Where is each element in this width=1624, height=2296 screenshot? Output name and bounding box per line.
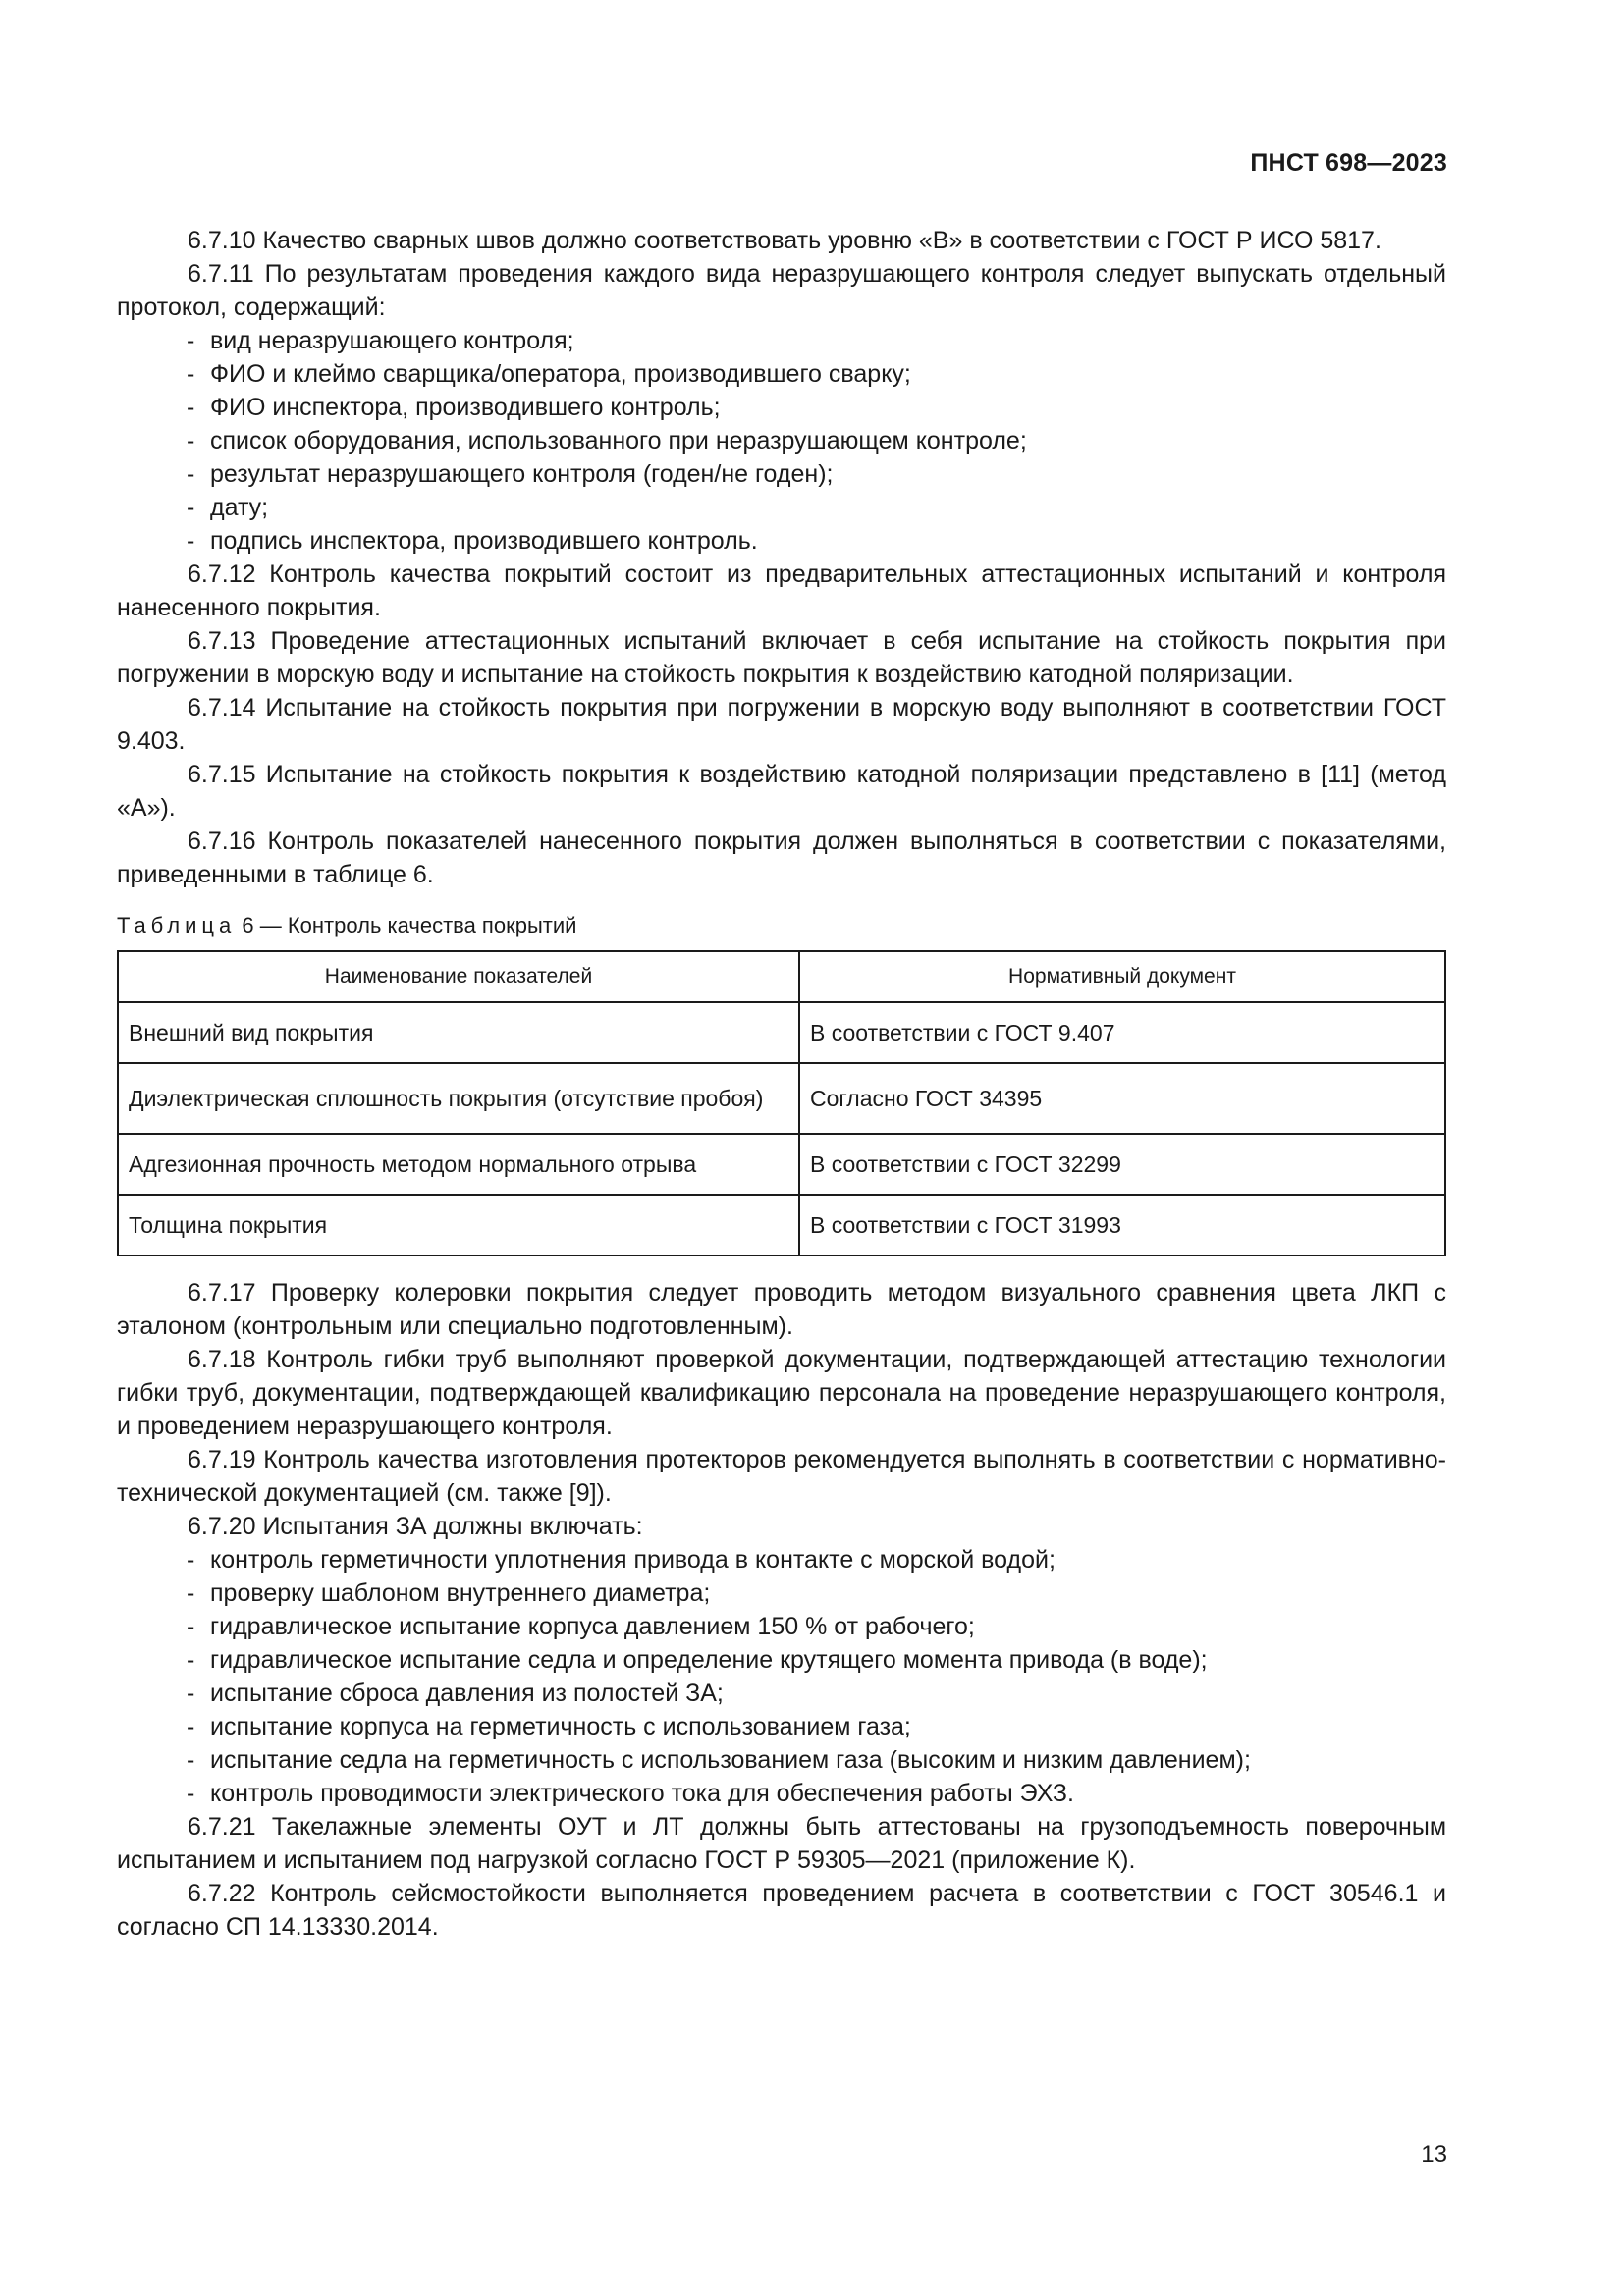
list-item: - дату; <box>117 491 1446 524</box>
list-item: - гидравлическое испытание корпуса давлением 150 % от рабочего; <box>117 1610 1446 1643</box>
clause-6-7-11: 6.7.11 По результатам проведения каждого вида неразрушающего контроля следует выпускать отдельный протокол, содержащий: <box>117 260 1446 321</box>
clause-6-7-19: 6.7.19 Контроль качества изготовления протекторов рекомендуется выполнять в соответствии с нормативно-технической документацией (см. также [9]). <box>117 1446 1446 1507</box>
list-item: - проверку шаблоном внутреннего диаметра; <box>117 1576 1446 1610</box>
valve-tests-list <box>117 1543 1446 1810</box>
table-cell: Адгезионная прочность методом нормального отрыва <box>118 1134 799 1195</box>
table-row <box>118 1195 1445 1255</box>
protocol-contents-list <box>117 324 1446 558</box>
document-id-header: ПНСТ 698—2023 <box>1250 149 1447 177</box>
list-item: - испытание сброса давления из полостей ЗА; <box>117 1677 1446 1710</box>
list-item: - контроль проводимости электрического тока для обеспечения работы ЭХЗ. <box>117 1777 1446 1810</box>
clause-6-7-20: 6.7.20 Испытания ЗА должны включать: <box>188 1513 643 1540</box>
clause-6-7-16: 6.7.16 Контроль показателей нанесенного покрытия должен выполняться в соответствии с показателями, приведенными в таблице 6. <box>117 828 1446 888</box>
table-header-row <box>118 951 1445 1002</box>
document-body <box>117 224 1446 1944</box>
clause-6-7-18: 6.7.18 Контроль гибки труб выполняют проверкой документации, подтверждающей аттестацию технологии гибки труб, документации, подтверждающей квалификацию персонала на проведение неразрушающего контроля, и проведением неразрушающего контроля. <box>117 1346 1446 1440</box>
clause-6-7-13: 6.7.13 Проведение аттестационных испытаний включает в себя испытание на стойкость покрытия при погружении в морскую воду и испытание на стойкость покрытия к воздействию катодной поляризации. <box>117 627 1446 688</box>
list-item: - вид неразрушающего контроля; <box>117 324 1446 357</box>
clause-6-7-22: 6.7.22 Контроль сейсмостойкости выполняется проведением расчета в соответствии с ГОСТ 30546.1 и согласно СП 14.13330.2014. <box>117 1880 1446 1941</box>
table-row <box>118 1134 1445 1195</box>
column-header-document: Нормативный документ <box>799 951 1445 1002</box>
column-header-indicator: Наименование показателей <box>118 951 799 1002</box>
clause-6-7-17: 6.7.17 Проверку колеровки покрытия следует проводить методом визуального сравнения цвета ЛКП с эталоном (контрольным или специально подготовленным). <box>117 1279 1446 1340</box>
clause-6-7-14: 6.7.14 Испытание на стойкость покрытия при погружении в морскую воду выполняют в соответствии ГОСТ 9.403. <box>117 694 1446 755</box>
table-cell: Диэлектрическая сплошность покрытия (отсутствие пробоя) <box>118 1063 799 1134</box>
page-number: 13 <box>1421 2141 1447 2167</box>
list-item: - ФИО и клеймо сварщика/оператора, производившего сварку; <box>117 357 1446 391</box>
table-cell: Внешний вид покрытия <box>118 1002 799 1063</box>
list-item: - испытание корпуса на герметичность с использованием газа; <box>117 1710 1446 1743</box>
table-cell: Согласно ГОСТ 34395 <box>799 1063 1445 1134</box>
clause-6-7-10: 6.7.10 Качество сварных швов должно соответствовать уровню «B» в соответствии с ГОСТ Р ИСО 5817. <box>188 227 1381 254</box>
clause-6-7-12: 6.7.12 Контроль качества покрытий состоит из предварительных аттестационных испытаний и контроля нанесенного покрытия. <box>117 561 1446 621</box>
table-row <box>118 1063 1445 1134</box>
list-item: - контроль герметичности уплотнения привода в контакте с морской водой; <box>117 1543 1446 1576</box>
coating-quality-table <box>117 950 1446 1256</box>
table-cell: В соответствии с ГОСТ 31993 <box>799 1195 1445 1255</box>
list-item: - результат неразрушающего контроля (годен/не годен); <box>117 457 1446 491</box>
table-caption: Таблица 6 — Контроль качества покрытий <box>117 913 577 937</box>
table-cell: В соответствии с ГОСТ 32299 <box>799 1134 1445 1195</box>
clause-6-7-15: 6.7.15 Испытание на стойкость покрытия к воздействию катодной поляризации представлено в [11] (метод «А»). <box>117 761 1446 822</box>
list-item: - испытание седла на герметичность с использованием газа (высоким и низким давлением); <box>117 1743 1446 1777</box>
list-item: - ФИО инспектора, производившего контроль; <box>117 391 1446 424</box>
list-item: - подпись инспектора, производившего контроль. <box>117 524 1446 558</box>
table-cell: Толщина покрытия <box>118 1195 799 1255</box>
clause-6-7-21: 6.7.21 Такелажные элементы ОУТ и ЛТ должны быть аттестованы на грузоподъемность поверочным испытанием и испытанием под нагрузкой согласно ГОСТ Р 59305—2021 (приложение К). <box>117 1813 1446 1874</box>
table-row <box>118 1002 1445 1063</box>
table-cell: В соответствии с ГОСТ 9.407 <box>799 1002 1445 1063</box>
list-item: - список оборудования, использованного при неразрушающем контроле; <box>117 424 1446 457</box>
list-item: - гидравлическое испытание седла и определение крутящего момента привода (в воде); <box>117 1643 1446 1677</box>
